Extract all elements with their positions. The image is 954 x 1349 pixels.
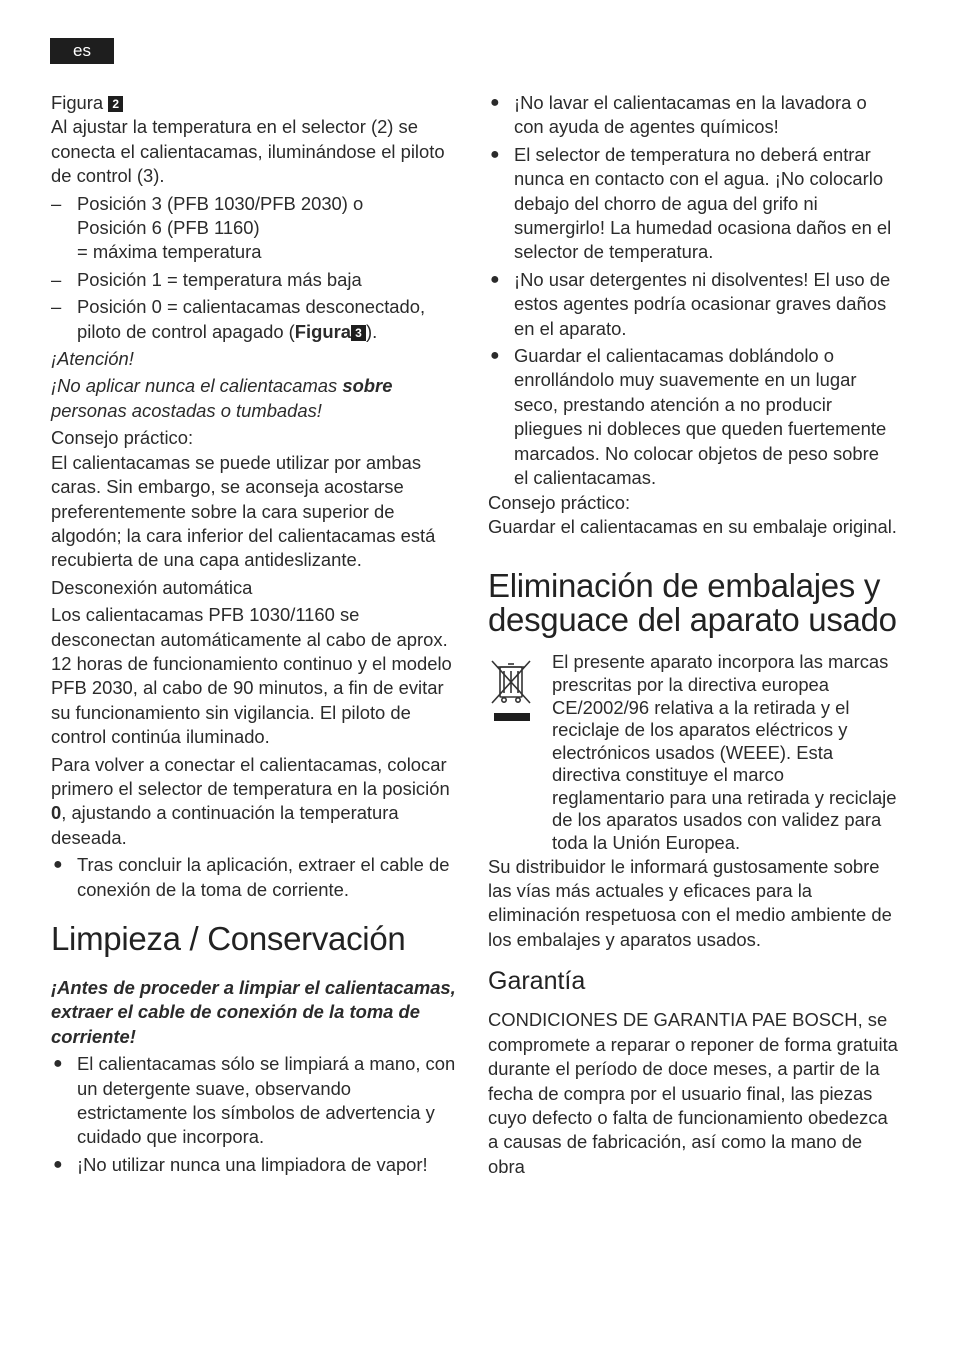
language-tab: es bbox=[50, 38, 114, 64]
limpieza-warning: ¡Antes de proceder a limpiar el calientacamas, extraer el cable de conexión de la toma de corriente! bbox=[51, 977, 456, 1047]
dash-mark: – bbox=[51, 296, 62, 318]
bullet-mark: ● bbox=[490, 145, 500, 163]
eliminacion-heading: Eliminación de embalajes y desguace del aparato usado bbox=[488, 567, 897, 639]
weee-text: El presente aparato incorpora las marcas prescritas por la directiva europea CE/2002/96 relativa a la retirada y el reciclaje de los aparatos eléctricos y electrónicos usados (WEEE). Esta directiva constituye el marco reglamentario para una retirada y reciclaje de los aparatos usados con validez para toda la Unión Europea. bbox=[552, 651, 897, 854]
bullet-item bbox=[51, 1052, 463, 1150]
limpieza-heading: Limpieza / Conservación bbox=[51, 920, 406, 957]
garantia-heading: Garantía bbox=[488, 967, 586, 996]
dash-item-text: Posición 0 = calientacamas desconectado, piloto de control apagado ( bbox=[77, 296, 426, 342]
dash-item bbox=[51, 268, 463, 292]
dash-item-line: Posición 3 (PFB 1030/PFB 2030) o bbox=[77, 192, 364, 214]
dash-mark: – bbox=[51, 192, 62, 214]
bullet-item bbox=[51, 853, 463, 902]
bullet-text: ¡No lavar el calientacamas en la lavadora o con ayuda de agentes químicos! bbox=[514, 92, 867, 138]
bullet-text: Tras concluir la aplicación, extraer el cable de conexión de la toma de corriente. bbox=[77, 854, 450, 900]
garantia-text: CONDICIONES DE GARANTIA PAE BOSCH, se compromete a reparar o reponer de forma gratuita durante el período de doce meses, a partir de la fecha de compra por el usuario final, las piezas cuyo defecto o falta de funcionamiento obedezca a causas de fabricación, así como la mano de obra bbox=[488, 1009, 898, 1177]
figura-number-badge: 3 bbox=[351, 325, 366, 341]
bullet-text: ¡No usar detergentes ni disolventes! El uso de estos agentes podría ocasionar graves daños en el aparato. bbox=[514, 268, 891, 339]
figura-caption bbox=[51, 91, 463, 115]
dash-item-line: Posición 6 (PFB 1160) bbox=[77, 217, 260, 239]
bullet-text: El selector de temperatura no deberá entrar nunca en contacto con el agua. ¡No colocarlo debajo del chorro de agua del grifo ni sumergirlo! La humedad ocasiona daños en el selector de temperatura. bbox=[514, 143, 892, 263]
desconexion-title: Desconexión automática bbox=[51, 576, 253, 598]
dash-mark: – bbox=[51, 268, 62, 290]
dash-item bbox=[51, 295, 463, 344]
bullet-item bbox=[51, 1153, 463, 1177]
bullet-mark: ● bbox=[53, 856, 63, 874]
bullet-mark: ● bbox=[490, 270, 500, 288]
bullet-mark: ● bbox=[490, 347, 500, 365]
bullet-mark: ● bbox=[53, 1055, 63, 1073]
atencion-text: ¡No aplicar nunca el calientacamas sobre personas acostadas o tumbadas! bbox=[51, 375, 393, 421]
crossed-out-wheelie-bin-icon bbox=[488, 651, 552, 854]
bullet-item bbox=[488, 143, 898, 265]
bullet-text: ¡No utilizar nunca una limpiadora de vapor! bbox=[77, 1153, 428, 1175]
figura-ref-label: Figura bbox=[294, 320, 351, 342]
intro-text: Al ajustar la temperatura en el selector (2) se conecta el calientacamas, iluminándose el piloto de control (3). bbox=[51, 116, 445, 187]
bullet-item bbox=[488, 268, 898, 341]
weee-block bbox=[488, 651, 898, 854]
dash-item-line: Posición 1 = temperatura más baja bbox=[77, 268, 362, 290]
figura-number-badge: 2 bbox=[108, 96, 123, 112]
right-column bbox=[488, 91, 898, 1179]
consejo-title: Consejo práctico: bbox=[488, 491, 631, 513]
consejo-text: El calientacamas se puede utilizar por ambas caras. Sin embargo, se aconseja acostarse preferentemente sobre la cara superior de algodón; la cara inferior del calientacamas está recubierta de una capa antideslizante. bbox=[51, 451, 436, 571]
reconectar-text: Para volver a conectar el calientacamas, colocar primero el selector de temperatura en la posición 0, ajustando a continuación la temperatura deseada. bbox=[51, 753, 450, 848]
consejo-title: Consejo práctico: bbox=[51, 427, 194, 449]
bullet-item bbox=[488, 91, 898, 140]
distribuidor-text: Su distribuidor le informará gustosamente sobre las vías más actuales y eficaces para la eliminación respetuosa con el medio ambiente de los embalajes y aparatos usados. bbox=[488, 855, 892, 950]
dash-item-line: = máxima temperatura bbox=[77, 241, 262, 263]
bullet-mark: ● bbox=[53, 1155, 63, 1173]
bullet-text: Guardar el calientacamas doblándolo o enrollándolo muy suavemente en un lugar seco, prestando atención a no producir pliegues ni dobleces que queden fuertemente marcados. No colocar objetos de peso sobre el calientacamas. bbox=[514, 345, 887, 489]
bullet-text: El calientacamas sólo se limpiará a mano, con un detergente suave, observando estrictamente los símbolos de advertencia y cuidado que incorpora. bbox=[77, 1053, 456, 1148]
figura-label: Figura bbox=[51, 92, 104, 113]
consejo-text: Guardar el calientacamas en su embalaje original. bbox=[488, 515, 897, 537]
dash-item bbox=[51, 192, 463, 265]
atencion-title: ¡Atención! bbox=[51, 348, 134, 370]
left-column bbox=[51, 91, 463, 1177]
dash-item-tail: ). bbox=[365, 320, 378, 342]
bullet-item bbox=[488, 344, 898, 490]
desconexion-text: Los calientacamas PFB 1030/1160 se desconectan automáticamente al cabo de aprox. 12 horas de funcionamiento continuo y el modelo PFB 2030, al cabo de 90 minutos, a fin de evitar su funcionamiento sin vigilancia. El piloto de control continúa iluminado. bbox=[51, 604, 452, 748]
bullet-mark: ● bbox=[490, 94, 500, 111]
